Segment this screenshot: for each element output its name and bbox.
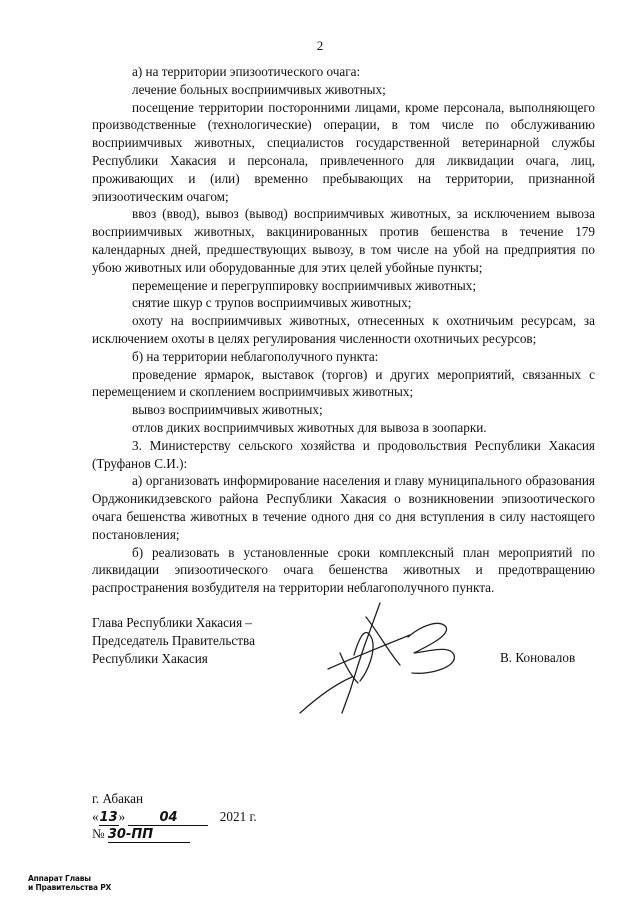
quote-open: « [92, 808, 99, 824]
paragraph: б) реализовать в установленные сроки комплексный план мероприятий по ликвидации эпизоотического очага бешенства животных и предотвращению распространения возбудителя на территории неблагополучного пункта. [92, 544, 595, 596]
paragraph: а) организовать информирование населения и главу муниципального образования Орджоникидзевского района Республики Хакасия о возникновении эпизоотического очага бешенства животных в течение одного дня со дня вступления в силу настоящего постановления; [92, 473, 595, 542]
signatory-title [92, 614, 255, 667]
date-line [92, 808, 257, 826]
number-label: № [92, 826, 105, 841]
quote-close: » [118, 808, 126, 824]
paragraph: проведение ярмарок, выставок (торгов) и других мероприятий, связанных с перемещением и скоплением восприимчивых животных; [92, 366, 595, 400]
paragraph: б) на территории неблагополучного пункта: [132, 348, 379, 364]
paragraph: снятие шкур с трупов восприимчивых животных; [132, 295, 412, 311]
paragraph: а) на территории эпизоотического очага: [132, 64, 361, 79]
paragraph: охоту на восприимчивых животных, отнесенных к охотничьим ресурсам, за исключением охоты в целях регулирования численности охотничьих ресурсов; [92, 313, 595, 346]
date-month: 04 [128, 811, 208, 826]
paragraph: посещение территории посторонними лицами, кроме персонала, выполняющего производственные (технологические) операции, в том числе по обслуживанию восприимчивых животных, специалистов государственной ветеринарной службы Республики Хакасия и персонала, привлеченного для ликвидации очага, лиц, проживающих и (или) временно пребывающих на территории, признанной эпизоотическим очагом; [92, 99, 595, 204]
paragraph: ввоз (ввод), вывоз (вывод) восприимчивых животных, за исключением вывоза восприимчивых животных, вакцинированных против бешенства в течение 179 календарных дней, предшествующих вывозу, в том числе на убой на предприятия по убою животных или оборудованные для этих целей убойные пункты; [92, 206, 595, 275]
page-number: 2 [316, 38, 324, 53]
signatory-title-line: Председатель Правительства [92, 632, 255, 648]
document-body [92, 63, 595, 597]
number-line [92, 825, 257, 843]
paragraph: 3. Министерству сельского хозяйства и продовольствия Республики Хакасия (Труфанов С.И.): [92, 437, 595, 471]
signatory-name: В. Коновалов [500, 650, 576, 665]
date-day: 13 [99, 809, 118, 825]
paragraph: отлов диких восприимчивых животных для вывоза в зоопарки. [132, 419, 487, 435]
handwritten-signature [280, 595, 480, 725]
registry-stamp [28, 874, 111, 892]
paragraph: перемещение и перегруппировку восприимчивых животных; [132, 277, 477, 293]
signatory-title-line: Глава Республики Хакасия – [92, 615, 253, 630]
place: г. Абакан [92, 791, 144, 806]
date-year: 2021 г. [219, 808, 257, 824]
stamp-line: Аппарат Главы [28, 874, 91, 883]
signatory-title-line: Республики Хакасия [92, 650, 208, 666]
stamp-line: и Правительства РХ [28, 883, 112, 892]
place-date-number [92, 790, 257, 843]
number-value: 30-ПП [108, 828, 190, 843]
paragraph: лечение больных восприимчивых животных; [132, 81, 386, 97]
paragraph: вывоз восприимчивых животных; [132, 402, 323, 418]
